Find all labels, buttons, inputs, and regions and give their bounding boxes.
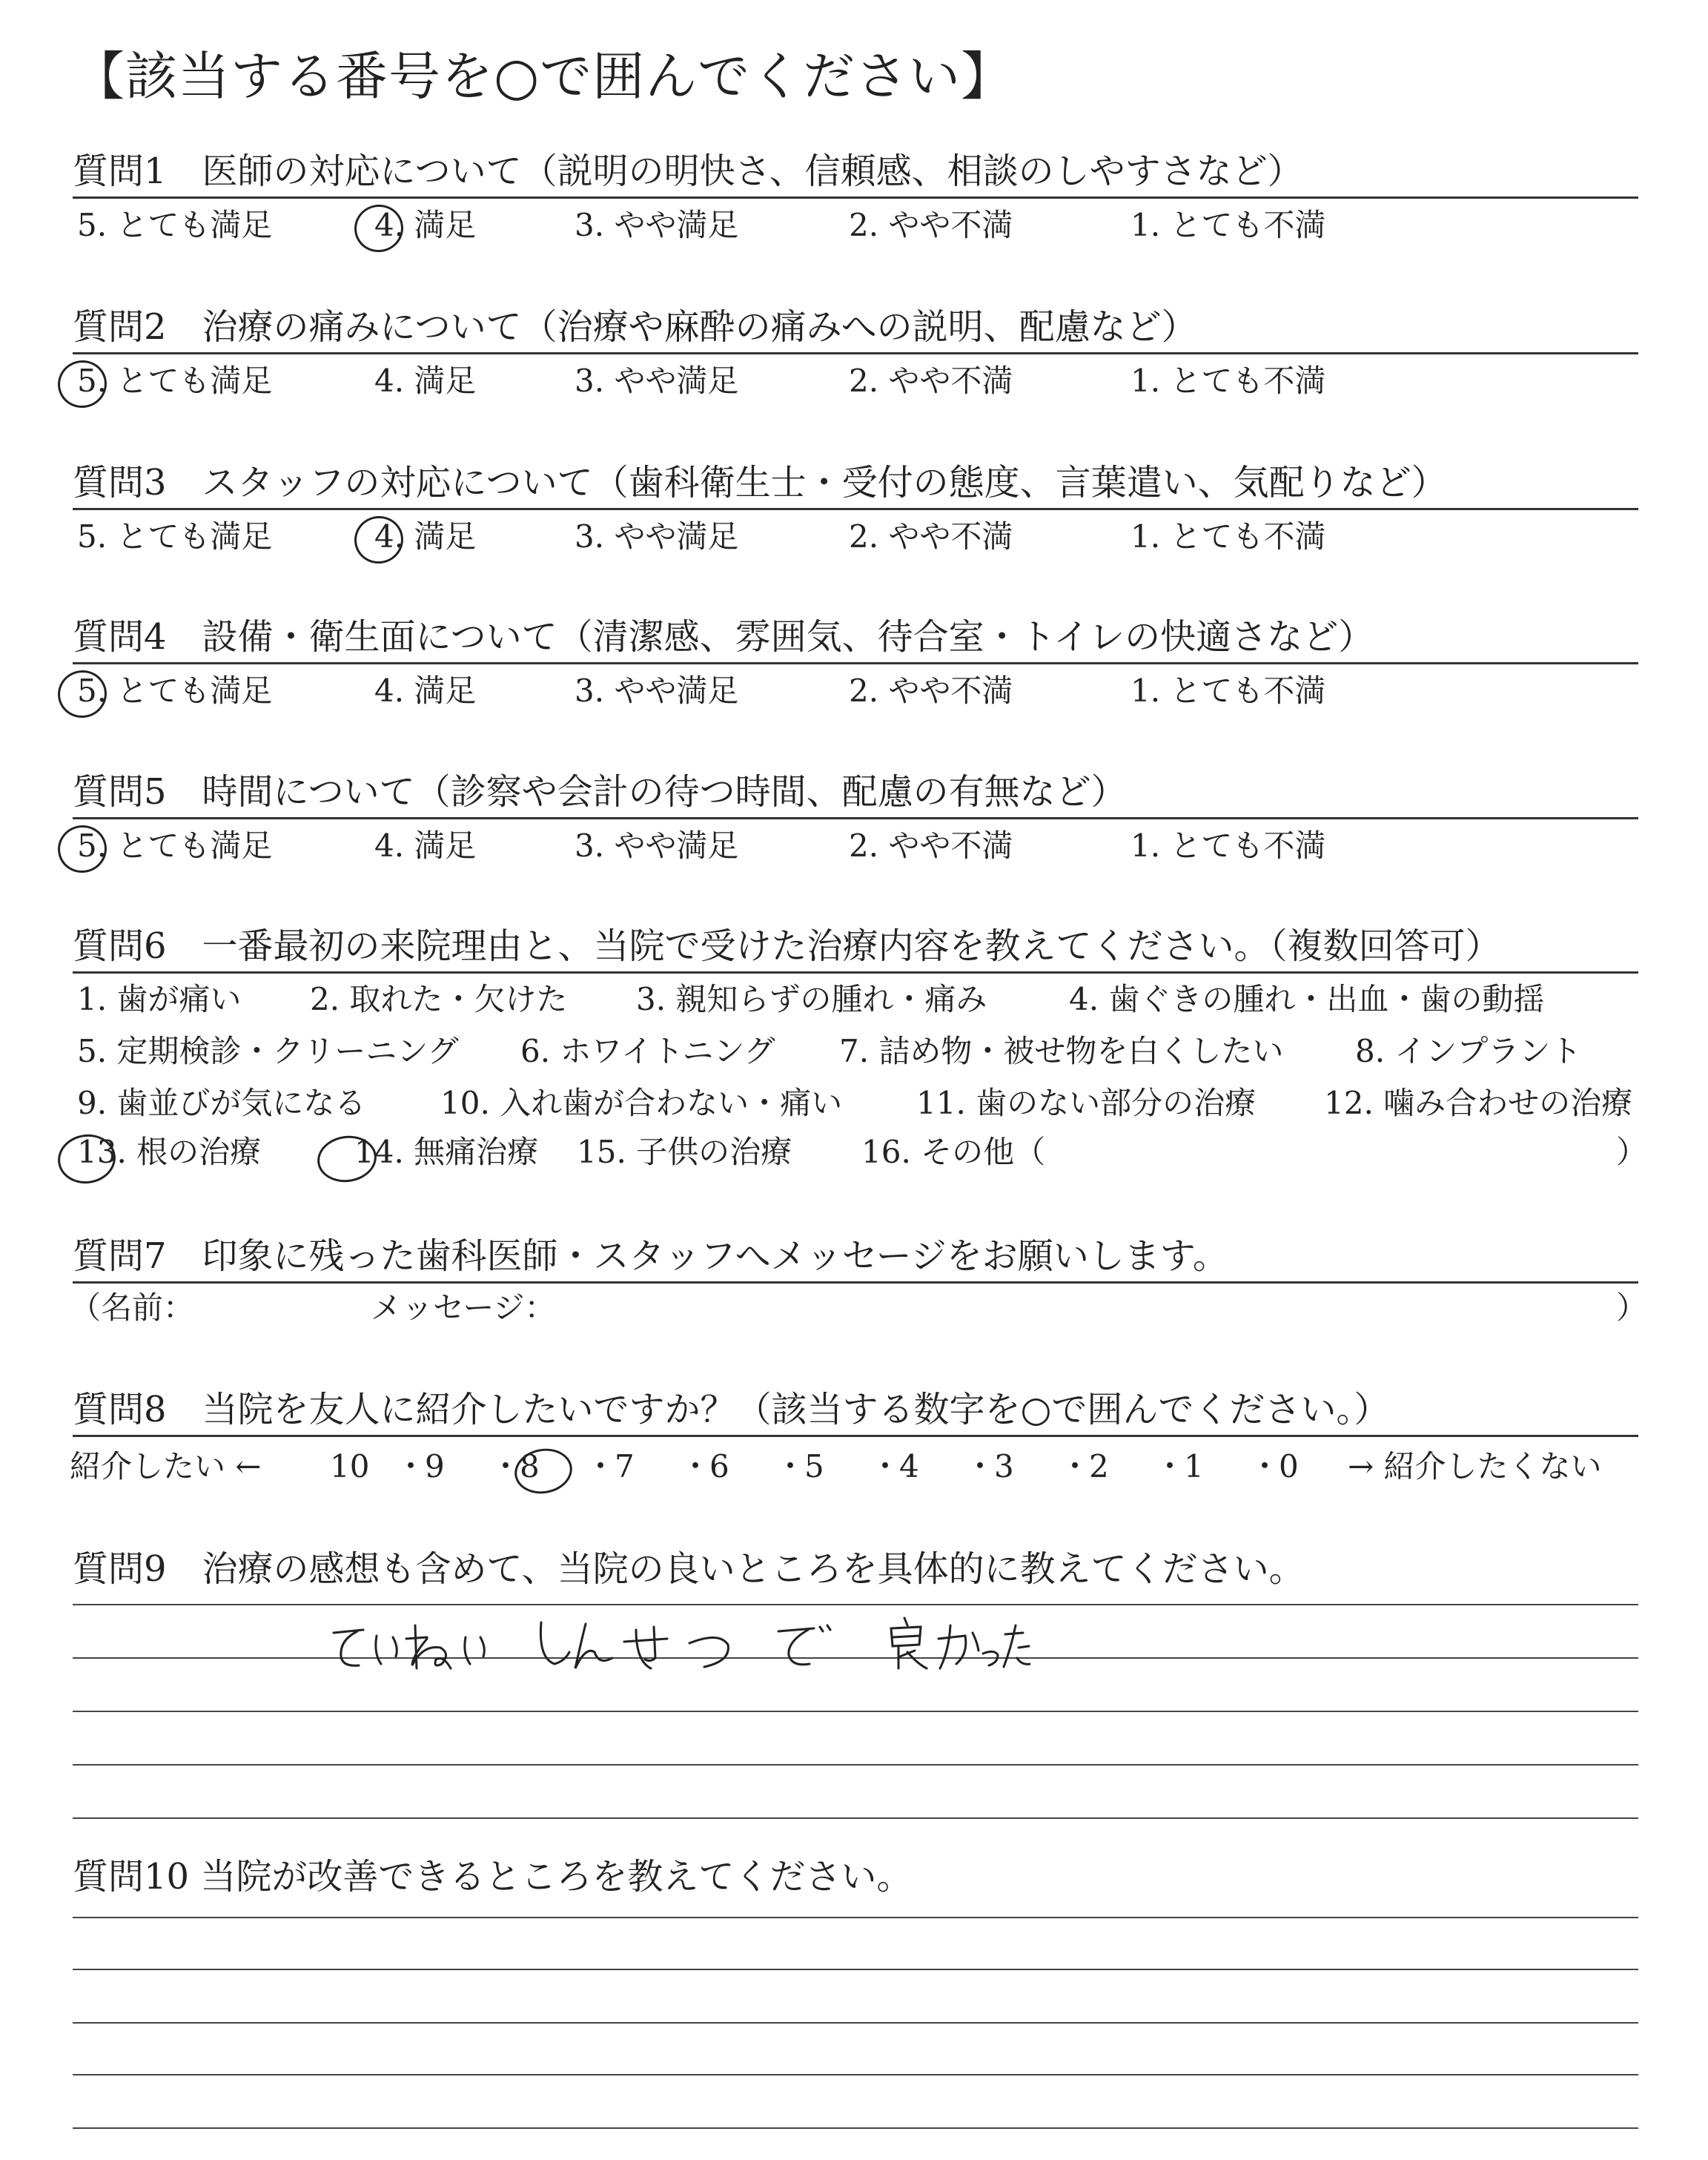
q6-option-11[interactable]: 11. 歯のない部分の治療 (916, 1085, 1257, 1121)
q6-option-4[interactable]: 4. 歯ぐきの腫れ・出血・歯の動揺 (1069, 981, 1545, 1017)
q4-option-4[interactable]: 4. 満足 (374, 673, 477, 709)
q8-scale-7[interactable]: 7 (615, 1448, 635, 1484)
q3-option-3[interactable]: 3. やや満足 (575, 518, 739, 555)
q8-scale-3[interactable]: 3 (994, 1448, 1014, 1484)
q8-scale-2[interactable]: 2 (1089, 1448, 1109, 1484)
q6-option-15[interactable]: 15. 子供の治療 (577, 1134, 792, 1170)
q4-option-3[interactable]: 3. やや満足 (575, 673, 739, 709)
q2-option-1[interactable]: 1. とても不満 (1131, 363, 1326, 399)
q2-label: 質問2 治療の痛みについて（治療や麻酔の痛みへの説明、配慮など） (73, 306, 1197, 348)
q9-answer-line-1[interactable] (73, 1604, 1638, 1605)
q4-rule (73, 662, 1638, 664)
q7-close: ） (1616, 1289, 1648, 1326)
q8-separator: ・ (1059, 1448, 1091, 1484)
q5-option-2[interactable]: 2. やや不満 (849, 828, 1013, 864)
q3-option-2[interactable]: 2. やや不満 (849, 518, 1013, 555)
q9-answer-line-4[interactable] (73, 1764, 1638, 1766)
q6-option-7[interactable]: 7. 詰め物・被せ物を白くしたい (839, 1033, 1284, 1069)
q1-option-4[interactable]: 4. 満足 (374, 207, 477, 243)
q2-option-3[interactable]: 3. やや満足 (575, 363, 739, 399)
q9-answer-line-3[interactable] (73, 1711, 1638, 1712)
q6-option-10[interactable]: 10. 入れ歯が合わない・痛い (440, 1085, 843, 1121)
q1-option-2[interactable]: 2. やや不満 (849, 207, 1013, 243)
q5-option-1[interactable]: 1. とても不満 (1131, 828, 1326, 864)
q6-option-14[interactable]: 14. 無痛治療 (354, 1134, 539, 1170)
q8-scale-4[interactable]: 4 (899, 1448, 919, 1484)
q8-separator: ・ (585, 1448, 617, 1484)
q5-label: 質問5 時間について（診察や会計の待つ時間、配慮の有無など） (73, 771, 1127, 813)
q3-option-1[interactable]: 1. とても不満 (1131, 518, 1326, 555)
q8-label: 質問8 当院を友人に紹介したいですか？（該当する数字を○で囲んでください。） (73, 1389, 1390, 1430)
q2-option-5[interactable]: 5. とても満足 (77, 363, 273, 399)
q1-option-3[interactable]: 3. やや満足 (575, 207, 739, 243)
q8-scale-1[interactable]: 1 (1184, 1448, 1204, 1484)
q10-label: 質問10 当院が改善できるところを教えてください。 (73, 1856, 913, 1898)
q3-label: 質問3 スタッフの対応について（歯科衛生士・受付の態度、言葉遣い、気配りなど） (73, 462, 1447, 503)
q6-other-close: ） (1616, 1134, 1648, 1170)
q8-scale-9[interactable]: 9 (425, 1448, 445, 1484)
q8-separator: ・ (490, 1448, 522, 1484)
q10-answer-line-4[interactable] (73, 2074, 1638, 2075)
q6-option-8[interactable]: 8. インプラント (1355, 1033, 1582, 1069)
q1-option-1[interactable]: 1. とても不満 (1131, 207, 1326, 243)
q6-rule (73, 971, 1638, 974)
q8-scale-5[interactable]: 5 (804, 1448, 824, 1484)
q5-option-5[interactable]: 5. とても満足 (77, 828, 273, 864)
q6-option-5[interactable]: 5. 定期検診・クリーニング (77, 1033, 459, 1069)
q5-rule (73, 817, 1638, 819)
q9-answer-line-5[interactable] (73, 1817, 1638, 1819)
q5-option-4[interactable]: 4. 満足 (374, 828, 477, 864)
q8-scale-8[interactable]: 8 (520, 1448, 540, 1484)
q6-option-3[interactable]: 3. 親知らずの腫れ・痛み (636, 981, 987, 1017)
q6-option-6[interactable]: 6. ホワイトニング (520, 1033, 775, 1069)
q8-separator: ・ (1249, 1448, 1281, 1484)
q8-scale-6[interactable]: 6 (709, 1448, 729, 1484)
q9-label: 質問9 治療の感想も含めて、当院の良いところを具体的に教えてください。 (73, 1548, 1305, 1590)
q8-separator: ・ (680, 1448, 712, 1484)
q8-separator: ・ (775, 1448, 807, 1484)
q1-option-5[interactable]: 5. とても満足 (77, 207, 273, 243)
q6-label: 質問6 一番最初の来院理由と、当院で受けた治療内容を教えてください。（複数回答可） (73, 925, 1501, 967)
form-title: 【該当する番号を○で囲んでください】 (73, 46, 1014, 107)
q4-option-2[interactable]: 2. やや不満 (849, 673, 1013, 709)
q6-option-9[interactable]: 9. 歯並びが気になる (77, 1085, 366, 1121)
q6-option-12[interactable]: 12. 噛み合わせの治療 (1324, 1085, 1633, 1121)
q8-scale-10[interactable]: 10 (330, 1448, 370, 1484)
q2-rule (73, 352, 1638, 354)
q10-answer-line-3[interactable] (73, 2022, 1638, 2024)
q3-rule (73, 508, 1638, 510)
q7-label: 質問7 印象に残った歯科医師・スタッフへメッセージをお願いします。 (73, 1235, 1228, 1277)
q4-label: 質問4 設備・衛生面について（清潔感、雰囲気、待合室・トイレの快適さなど） (73, 616, 1374, 658)
q2-option-2[interactable]: 2. やや不満 (849, 363, 1013, 399)
q8-separator: ・ (1154, 1448, 1186, 1484)
q8-right-label: → 紹介したくない (1348, 1448, 1602, 1484)
q6-option-13[interactable]: 13. 根の治療 (77, 1134, 262, 1170)
q8-separator: ・ (870, 1448, 901, 1484)
q7-name-label: （名前： (70, 1289, 195, 1326)
q3-option-4[interactable]: 4. 満足 (374, 518, 477, 555)
q8-scale-0[interactable]: 0 (1279, 1448, 1299, 1484)
q10-answer-line-1[interactable] (73, 1917, 1638, 1918)
q7-message-label: メッセージ： (371, 1289, 556, 1326)
q9-handwritten-answer (319, 1609, 1030, 1676)
q1-label: 質問1 医師の対応について（説明の明快さ、信頼感、相談のしやすさなど） (73, 151, 1303, 192)
q2-option-4[interactable]: 4. 満足 (374, 363, 477, 399)
q8-separator: ・ (964, 1448, 996, 1484)
q1-rule (73, 196, 1638, 199)
q6-option-2[interactable]: 2. 取れた・欠けた (310, 981, 568, 1017)
q7-rule (73, 1281, 1638, 1284)
q6-option-1[interactable]: 1. 歯が痛い (77, 981, 242, 1017)
q10-answer-line-2[interactable] (73, 1969, 1638, 1970)
q6-option-16[interactable]: 16. その他（ (861, 1134, 1046, 1170)
q10-answer-line-5[interactable] (73, 2127, 1638, 2129)
q5-option-3[interactable]: 3. やや満足 (575, 828, 739, 864)
q8-left-label: 紹介したい ← (70, 1448, 262, 1484)
q4-option-1[interactable]: 1. とても不満 (1131, 673, 1326, 709)
q4-option-5[interactable]: 5. とても満足 (77, 673, 273, 709)
q8-separator: ・ (395, 1448, 427, 1484)
q3-option-5[interactable]: 5. とても満足 (77, 518, 273, 555)
q8-rule (73, 1435, 1638, 1437)
